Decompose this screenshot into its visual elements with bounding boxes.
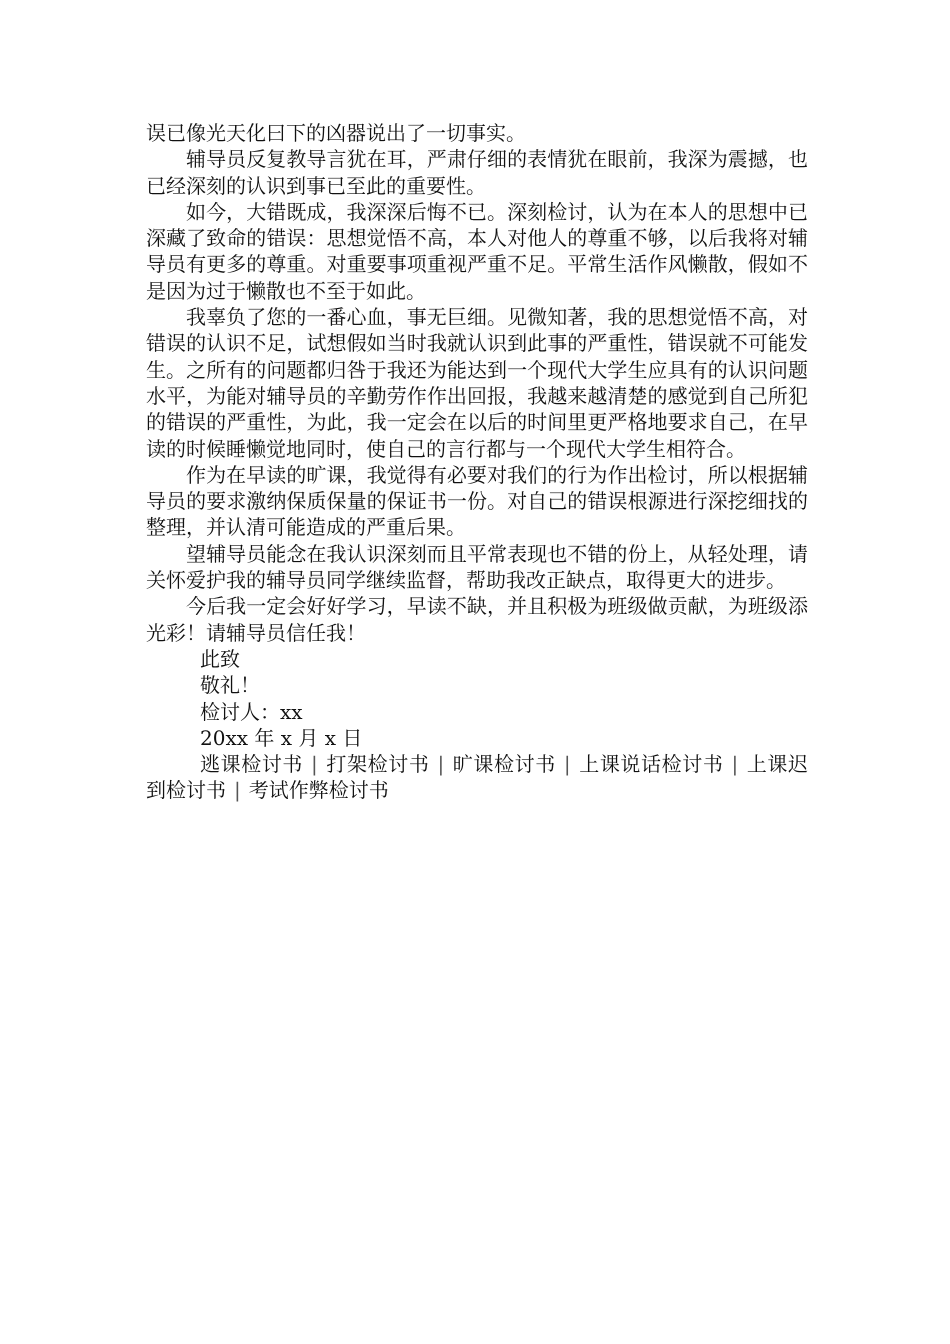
salute-text: 敬礼！ — [200, 673, 260, 698]
paragraph: 误已像光天化曰下的凶器说出了一切事实。 — [146, 121, 526, 145]
link-separator: | — [731, 752, 739, 777]
link-separator: | — [311, 752, 318, 777]
paragraph: 我辜负了您的一番心血，事无巨细。见微知著，我的思想觉悟不高，对错误的认识不足，试想假如当时我就认识到此事的严重性，错误就不可能发生。之所有的问题都归咎于我还为能达到一个现代大学生应具有的认识问题水平，为能对辅导员的辛勤劳作作出回报，我越来越清楚的感觉到自己所犯的错误的严重性，为此，我一定会在以后的时间里更严格地要求自己，在早读的时候睡懒觉地同时，使自己的言行都与一个现代大学生相符合。 — [146, 305, 808, 461]
date-text: 20xx 年 x 月 x 日 — [200, 725, 363, 750]
paragraph: 辅导员反复教导言犹在耳，严肃仔细的表情犹在眼前，我深为震撼，也已经深刻的认识到事已至此的重要性。 — [146, 147, 808, 198]
paragraph: 望辅导员能念在我认识深刻而且平常表现也不错的份上，从轻处理，请关怀爱护我的辅导员同学继续监督，帮助我改正缺点，取得更大的进步。 — [146, 541, 808, 593]
related-link[interactable]: 打架检讨书 — [325, 752, 430, 777]
link-separator: | — [437, 752, 445, 777]
related-link[interactable]: 上课迟到检讨书 — [146, 752, 809, 803]
related-link[interactable]: 考试作弊检讨书 — [248, 778, 389, 803]
signer-text: 检讨人：xx — [200, 699, 303, 724]
paragraph: 今后我一定会好好学习，早读不缺，并且积极为班级做贡献，为班级添光彩！请辅导员信任我！ — [146, 594, 808, 645]
paragraph: 作为在早读的旷课，我觉得有必要对我们的行为作出检讨，所以根据辅导员的要求激纳保质保量的保证书一份。对自己的错误根源进行深挖细找的整理，并认清可能造成的严重后果。 — [146, 462, 808, 540]
related-link[interactable]: 逃课检讨书 — [200, 752, 304, 777]
link-separator: | — [234, 778, 241, 803]
link-separator: | — [563, 752, 571, 777]
related-link[interactable]: 旷课检讨书 — [452, 752, 556, 777]
document-body — [146, 120, 808, 804]
closing-text: 此致 — [200, 646, 240, 671]
related-links — [146, 751, 808, 804]
related-link[interactable]: 上课说话检讨书 — [578, 752, 724, 777]
paragraph: 如今，大错既成，我深深后悔不已。深刻检讨，认为在本人的思想中已深藏了致命的错误：思想觉悟不高，本人对他人的尊重不够，以后我将对辅导员有更多的尊重。对重要事项重视严重不足。平常生活作风懒散，假如不是因为过于懒散也不至于如此。 — [146, 199, 808, 303]
